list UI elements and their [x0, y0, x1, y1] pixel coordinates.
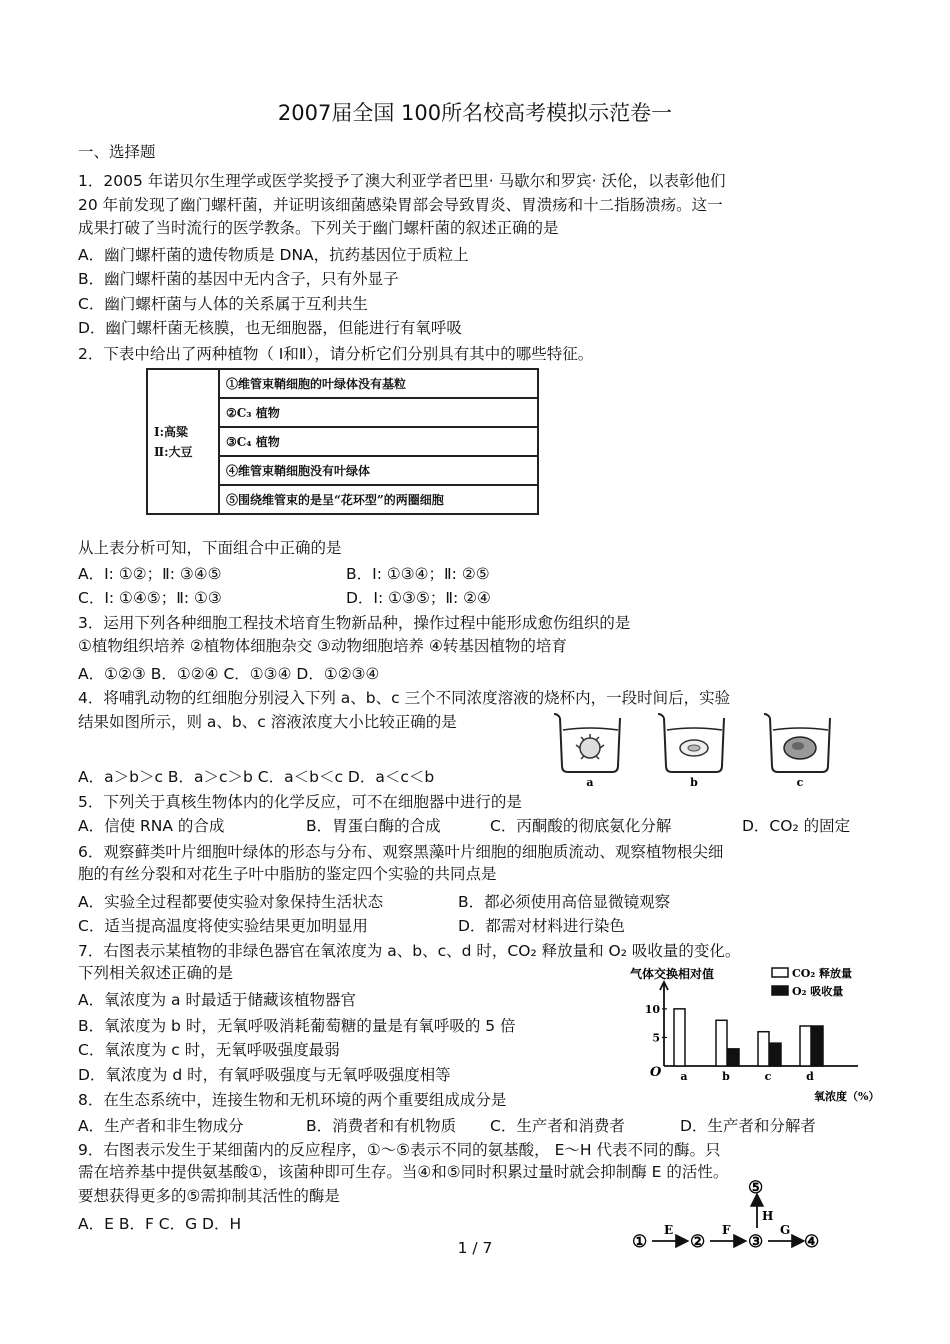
q1-option-d: D．幽门螺杆菌无核膜，也无细胞器，但能进行有氧呼吸: [78, 319, 462, 337]
page-number: 1 / 7: [457, 1239, 493, 1257]
q7-line-2: 下列相关叙述正确的是: [78, 964, 234, 982]
q1-option-a: A．幽门螺杆菌的遗传物质是 DNA，抗药基因位于质粒上: [78, 246, 469, 264]
x-axis-label: 氧浓度（%）: [814, 1090, 880, 1103]
q9-options: A．E B．F C．G D．H: [78, 1215, 242, 1233]
q3-options: A．①②③ B．①②④ C．①③④ D．①②③④: [78, 665, 380, 683]
q7-bar-chart: [630, 964, 880, 1112]
q7-option-d: D．氧浓度为 d 时，有氧呼吸强度与无氧呼吸强度相等: [78, 1066, 451, 1084]
q2-feature-row: ③C₄ 植物: [219, 427, 538, 456]
q6-line-1: 6．观察藓类叶片细胞叶绿体的形态与分布、观察黑藻叶片细胞的细胞质流动、观察植物根尖细: [78, 843, 724, 861]
q7-option-a: A．氧浓度为 a 时最适于储藏该植物器官: [78, 991, 356, 1009]
q1-line-2: 20 年前发现了幽门螺杆菌，并证明该细菌感染胃部会导致胃炎、胃溃疡和十二指肠溃疡。这一: [78, 196, 723, 214]
bar-o2-d: [812, 1026, 823, 1066]
beaker-label-c: c: [796, 776, 804, 789]
q7-option-b: B．氧浓度为 b 时，无氧呼吸消耗葡萄糖的量是有氧呼吸的 5 倍: [78, 1017, 516, 1035]
q1-line-3: 成果打破了当时流行的医学教条。下列关于幽门螺杆菌的叙述正确的是: [78, 219, 559, 237]
beaker-c: [764, 714, 830, 772]
beaker-a: [554, 714, 620, 772]
q4-line-2: 结果如图所示，则 a、b、c 溶液浓度大小比较正确的是: [78, 713, 457, 731]
q2-option-c: C．Ⅰ: ①④⑤；Ⅱ: ①③: [78, 589, 222, 607]
q4-options: A．a＞b＞c B．a＞c＞b C．a＜b＜c D．a＜c＜b: [78, 768, 435, 786]
q5-option-a: A．信使 RNA 的合成: [78, 817, 225, 835]
bar-co2-b: [716, 1020, 727, 1066]
pathway-node-1: ①: [632, 1232, 648, 1252]
q2-followup: 从上表分析可知，下面组合中正确的是: [78, 539, 342, 557]
q9-line-2: 需在培养基中提供氨基酸①，该菌种即可生存。当④和⑤同时积累过量时就会抑制酶 E 的活性。: [78, 1163, 729, 1181]
x-tick-label: c: [764, 1070, 772, 1083]
q1-line-1: 1．2005 年诺贝尔生理学或医学奖授予了澳大利亚学者巴里· 马歇尔和罗宾· 沃伦，以表彰他们: [78, 172, 726, 190]
q5-option-c: C．丙酮酸的彻底氨化分解: [490, 817, 672, 835]
q6-option-c: C．适当提高温度将使实验结果更加明显用: [78, 917, 368, 935]
pathway-node-3: ③: [748, 1232, 764, 1252]
enzyme-e: E: [664, 1223, 674, 1237]
legend-swatch-co2: [772, 968, 788, 977]
q8-option-a: A．生产者和非生物成分: [78, 1117, 244, 1135]
bar-o2-c: [770, 1043, 781, 1066]
x-tick-label: b: [722, 1070, 730, 1083]
enzyme-g: G: [780, 1223, 791, 1237]
beaker-label-b: b: [690, 776, 698, 789]
chart-title: 气体交换相对值: [630, 967, 715, 981]
q2-feature-row: ④维管束鞘细胞没有叶绿体: [219, 456, 538, 485]
page-title: 2007届全国 100所名校高考模拟示范卷一: [277, 101, 673, 125]
q8-option-d: D．生产者和分解者: [680, 1117, 816, 1135]
x-tick-label: d: [806, 1070, 814, 1083]
q2-plant-2: Ⅱ:大豆: [154, 444, 193, 459]
legend-label-o2: O₂ 吸收量: [792, 985, 844, 998]
q2-feature-row: ②C₃ 植物: [219, 398, 538, 427]
q9-line-3: 要想获得更多的⑤需抑制其活性的酶是: [78, 1187, 340, 1205]
y-tick-label: 5: [652, 1031, 660, 1045]
q1-option-b: B．幽门螺杆菌的基因中无内含子，只有外显子: [78, 270, 399, 288]
q8-stem: 8．在生态系统中，连接生物和无机环境的两个重要组成成分是: [78, 1091, 507, 1109]
q8-option-b: B．消费者和有机物质: [306, 1117, 457, 1135]
q2-option-d: D．Ⅰ: ①③⑤；Ⅱ: ②④: [346, 589, 491, 607]
q2-plant-cell: [147, 369, 219, 514]
legend-swatch-o2: [772, 986, 788, 995]
q2-feature-row: ⑤围绕维管束的是呈“花环型”的两圈细胞: [219, 485, 538, 514]
q5-option-d: D．CO₂ 的固定: [742, 817, 851, 835]
q6-option-a: A．实验全过程都要使实验对象保持生活状态: [78, 893, 384, 911]
bar-co2-a: [674, 1009, 685, 1066]
section-heading: 一、选择题: [78, 143, 156, 161]
q4-beaker-figure: [548, 708, 848, 790]
q2-stem: 2．下表中给出了两种植物（ Ⅰ和Ⅱ），请分析它们分别具有其中的哪些特征。: [78, 345, 594, 363]
q3-items: ①植物组织培养 ②植物体细胞杂交 ③动物细胞培养 ④转基因植物的培育: [78, 637, 567, 655]
x-tick-label: a: [680, 1070, 688, 1083]
q5-option-b: B．胃蛋白酶的合成: [306, 817, 441, 835]
enzyme-f: F: [722, 1223, 731, 1237]
bar-co2-d: [800, 1026, 811, 1066]
bar-co2-c: [758, 1032, 769, 1066]
q4-line-1: 4．将哺乳动物的红细胞分别浸入下列 a、b、c 三个不同浓度溶液的烧杯内，一段时间后，实验: [78, 689, 731, 707]
legend-label-co2: CO₂ 释放量: [792, 967, 852, 980]
enzyme-h: H: [762, 1209, 774, 1223]
q9-line-1: 9．右图表示发生于某细菌内的反应程序，①～⑤表示不同的氨基酸， E～H 代表不同的酶。只: [78, 1141, 721, 1159]
beaker-b: [658, 714, 724, 772]
q2-plant-1: Ⅰ:高粱: [154, 424, 189, 439]
pathway-node-4: ④: [804, 1232, 820, 1252]
q7-option-c: C．氧浓度为 c 时，无氧呼吸强度最弱: [78, 1041, 340, 1059]
q2-feature-table: [146, 368, 539, 515]
bar-o2-b: [728, 1049, 739, 1066]
q3-stem: 3．运用下列各种细胞工程技术培育生物新品种，操作过程中能形成愈伤组织的是: [78, 614, 631, 632]
q2-option-b: B．Ⅰ: ①③④；Ⅱ: ②⑤: [346, 565, 490, 583]
q8-option-c: C．生产者和消费者: [490, 1117, 625, 1135]
q7-line-1: 7．右图表示某植物的非绿色器官在氧浓度为 a、b、c、d 时，CO₂ 释放量和 O₂ 吸收量的变化。: [78, 942, 741, 960]
pathway-node-5: ⑤: [748, 1178, 764, 1198]
pathway-node-2: ②: [690, 1232, 706, 1252]
q2-feature-row: ①维管束鞘细胞的叶绿体没有基粒: [219, 369, 538, 398]
q6-option-b: B．都必须使用高倍显微镜观察: [458, 893, 671, 911]
q2-option-a: A．Ⅰ: ①②；Ⅱ: ③④⑤: [78, 565, 222, 583]
q1-option-c: C．幽门螺杆菌与人体的关系属于互利共生: [78, 295, 368, 313]
q6-line-2: 胞的有丝分裂和对花生子叶中脂肪的鉴定四个实验的共同点是: [78, 865, 497, 883]
beaker-label-a: a: [586, 776, 594, 789]
q5-stem: 5．下列关于真核生物体内的化学反应，可不在细胞器中进行的是: [78, 793, 522, 811]
q6-option-d: D．都需对材料进行染色: [458, 917, 625, 935]
y-tick-label: 10: [644, 1002, 660, 1016]
origin-label: O: [650, 1065, 662, 1080]
